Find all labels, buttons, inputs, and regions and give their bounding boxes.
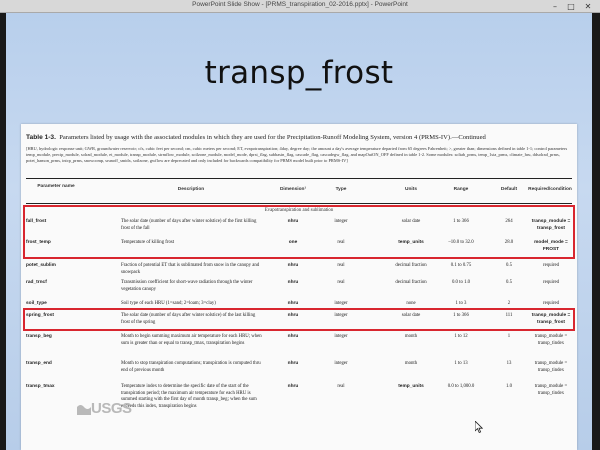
section-label: Evapotranspiration and sublimation bbox=[264, 208, 334, 213]
header-parameter-name: Parameter name bbox=[37, 184, 75, 189]
param-description: The solar date (number of days after winter solstice) of the last killing frost of the spring bbox=[121, 313, 256, 325]
param-range: 0.0 to 1.0 bbox=[451, 280, 471, 285]
param-units: none bbox=[406, 301, 416, 306]
param-required: transp_module = transp_tindex bbox=[534, 334, 568, 346]
param-dimension: one bbox=[288, 240, 298, 245]
param-range: 1 to 12 bbox=[454, 334, 468, 339]
param-units: solar date bbox=[401, 313, 421, 318]
document-page-image bbox=[21, 124, 577, 450]
highlight-box-frost-params bbox=[23, 205, 575, 259]
header-dimension: Dimension¹ bbox=[279, 187, 307, 192]
table-caption-text: Parameters listed by usage with the associated modules in which they are used for the Precipitation-Runoff Modeling System, version 4 (PRMS-IV).—Continued bbox=[59, 134, 486, 141]
table-header bbox=[26, 178, 572, 204]
param-name: transp_end bbox=[26, 361, 52, 366]
param-required: required bbox=[543, 280, 559, 285]
param-units: solar date bbox=[401, 219, 421, 224]
highlight-box-spring-frost bbox=[23, 308, 575, 331]
param-default: 28.0 bbox=[504, 240, 514, 245]
param-dimension: nhru bbox=[287, 280, 299, 285]
param-description: Transmission coefficient for short-wave radiation through the winter vegetation canopy bbox=[121, 280, 253, 292]
param-range: –10.0 to 32.0 bbox=[448, 240, 474, 245]
slide-title: transp_frost bbox=[204, 55, 394, 91]
param-range: 0.1 to 0.75 bbox=[450, 263, 472, 268]
param-units: decimal fraction bbox=[395, 263, 427, 268]
param-default: 1.0 bbox=[506, 384, 512, 389]
param-range: 1 to 366 bbox=[453, 313, 469, 318]
param-required: required bbox=[543, 301, 559, 306]
header-units: Units bbox=[405, 187, 417, 192]
param-required: transp_module = transp_tindex bbox=[534, 361, 568, 373]
param-units: temp_units bbox=[398, 240, 424, 245]
param-default: 0.5 bbox=[506, 280, 512, 285]
minimize-button[interactable]: – bbox=[553, 2, 557, 11]
param-range: 1 to 3 bbox=[455, 301, 467, 306]
param-name: spring_frost bbox=[26, 313, 54, 318]
header-default: Default bbox=[500, 187, 518, 192]
param-units: temp_units bbox=[398, 384, 424, 389]
param-description: Fraction of potential ET that is sublimated from snow in the canopy and snowpack bbox=[121, 263, 260, 275]
param-range: 0.0 to 1,000.0 bbox=[447, 384, 475, 389]
mouse-cursor-icon bbox=[475, 421, 483, 433]
param-default: 2 bbox=[507, 301, 511, 306]
param-dimension: nhru bbox=[287, 313, 299, 318]
param-description: The solar date (number of days after winter solstice) of the first killing frost of the fall bbox=[121, 219, 257, 231]
param-name: transp_tmax bbox=[26, 384, 55, 389]
param-type: integer bbox=[334, 219, 348, 224]
table-caption-number: Table 1-3. bbox=[26, 134, 56, 141]
param-default: 111 bbox=[505, 313, 513, 318]
usgs-logo bbox=[91, 400, 141, 422]
slide[interactable] bbox=[6, 13, 592, 450]
param-range: 1 to 13 bbox=[454, 361, 468, 366]
param-dimension: nhru bbox=[287, 301, 299, 306]
param-type: real bbox=[337, 384, 345, 389]
param-name: fall_frost bbox=[26, 219, 47, 224]
param-type: real bbox=[337, 240, 345, 245]
param-description: Temperature index to determine the specific date of the start of the transpiration period; the maximum air temperature for each HRU is summed starting with the first day of month transp_beg; when the sum exceeds this index, transpiration begins bbox=[121, 384, 257, 409]
param-default: 1 bbox=[507, 334, 511, 339]
param-default: 13 bbox=[506, 361, 512, 366]
param-name: rad_trncf bbox=[26, 280, 47, 285]
param-name: potet_sublim bbox=[26, 263, 56, 268]
param-dimension: nhru bbox=[287, 361, 299, 366]
param-units: month bbox=[404, 361, 418, 366]
header-type: Type bbox=[335, 187, 347, 192]
param-type: integer bbox=[334, 301, 348, 306]
param-type: integer bbox=[334, 361, 348, 366]
param-range: 1 to 366 bbox=[453, 219, 469, 224]
param-dimension: nhru bbox=[287, 384, 299, 389]
param-name: frost_temp bbox=[26, 240, 51, 245]
param-name: soil_type bbox=[26, 301, 47, 306]
param-type: integer bbox=[334, 334, 348, 339]
param-dimension: nhru bbox=[287, 219, 299, 224]
header-required-condition: Required/condition bbox=[528, 187, 572, 192]
param-units: decimal fraction bbox=[395, 280, 427, 285]
window-title: PowerPoint Slide Show - [PRMS_transpiration_02-2016.pptx] - PowerPoint bbox=[192, 1, 408, 8]
usgs-logo-text: USGS bbox=[91, 400, 132, 417]
usgs-wave-icon bbox=[77, 403, 91, 415]
param-type: integer bbox=[334, 313, 348, 318]
param-type: real bbox=[337, 263, 345, 268]
header-range: Range bbox=[453, 187, 469, 192]
param-required: model_mode = FROST bbox=[534, 240, 568, 252]
window-title-bar bbox=[0, 0, 600, 13]
param-required: transp_module = transp_frost bbox=[531, 313, 571, 325]
param-required: required bbox=[543, 263, 559, 268]
param-units: month bbox=[404, 334, 418, 339]
maximize-button[interactable]: □ bbox=[567, 2, 575, 11]
param-default: 264 bbox=[505, 219, 513, 224]
table-note: [HRU, hydrologic response unit; GWR, groundwater reservoir; cfs, cubic feet per second; cm, cubic meters per second; ET, evapotranspiration; 4day, degree day; the amount a day's average temperature departed from 65 degrees Fahrenheit; >, greater than; dimensions defined in table 1-1; control parameters temp_module, precip_module, solrad_module, et_module, transp_module, strmflow_module, soilzone_module, model_mode, dprst_flag, subbasin_flag, cascade_flag, cascadegw_flag, and mapOutON_OFF defined in table 1-2. Some modules: soltab_prms, temp_1sta_prms, climate_hru, ddsolrad_prms, potet_hamon_prms, intcp_prms, snowcomp, srunoff_smidx, soilzone, gwflow are deprecated and only included for backwards compatibility for PRMS model built prior to PRMS-IV] bbox=[26, 146, 568, 163]
table-caption bbox=[26, 134, 572, 141]
header-description: Description bbox=[177, 187, 205, 192]
param-description: Soil type of each HRU (1=sand; 2=loam; 3=clay) bbox=[121, 301, 216, 306]
param-description: Temperature of killing frost bbox=[121, 240, 175, 245]
param-description: Month to stop transpiration computations; transpiration is computed thru end of previous month bbox=[121, 361, 261, 373]
param-dimension: nhru bbox=[287, 263, 299, 268]
close-button[interactable]: ✕ bbox=[584, 2, 592, 11]
param-required: transp_module = transp_frost bbox=[531, 219, 571, 231]
param-type: real bbox=[337, 280, 345, 285]
param-dimension: nhru bbox=[287, 334, 299, 339]
param-name: transp_beg bbox=[26, 334, 52, 339]
param-required: transp_module = transp_tindex bbox=[534, 384, 568, 396]
param-description: Month to begin summing maximum air temperature for each HRU; when sum is greater than or equal to transp_tmax, transpiration begins bbox=[121, 334, 262, 346]
param-default: 0.5 bbox=[506, 263, 512, 268]
